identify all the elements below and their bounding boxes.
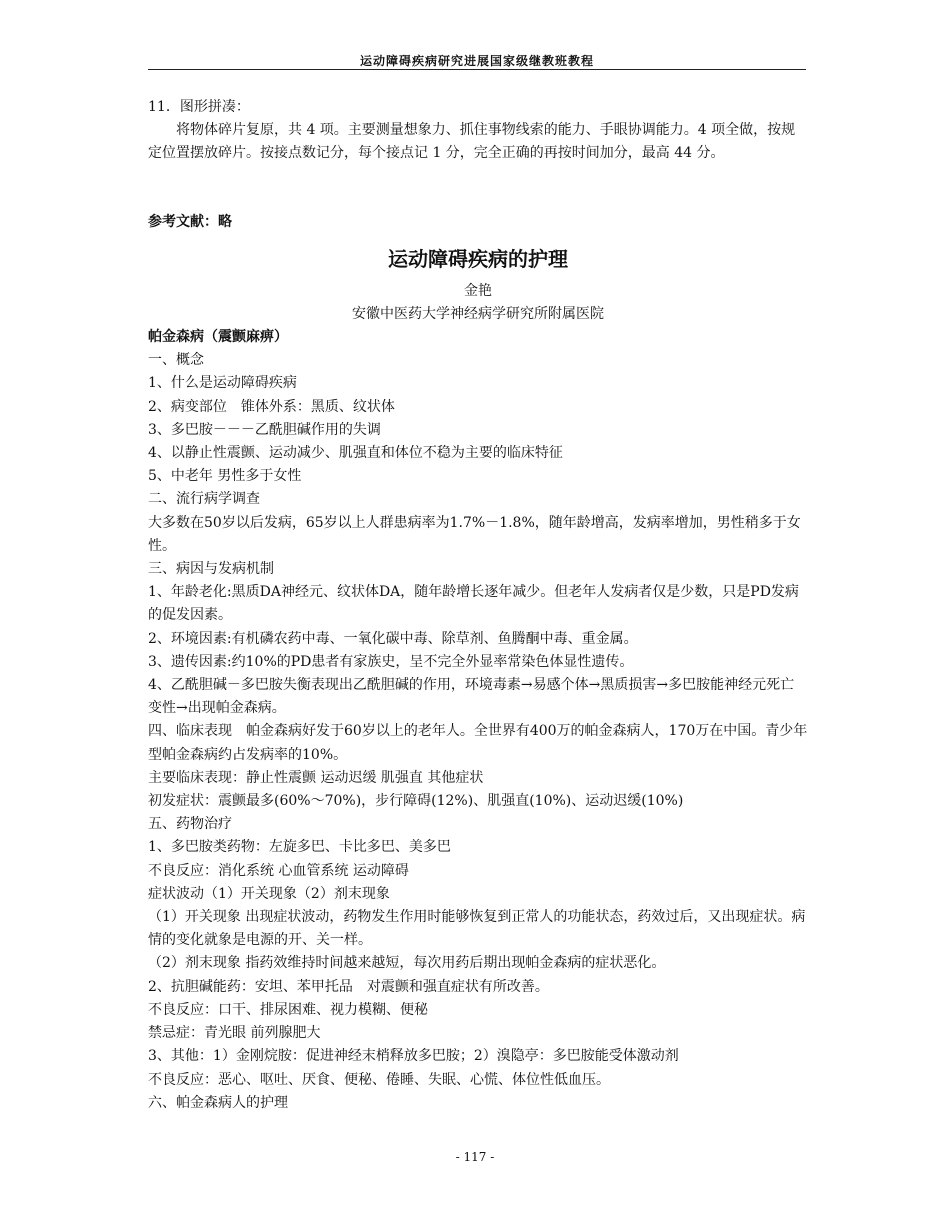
body-line: （2）剂末现象 指药效维持时间越来越短，每次用药后期出现帕金森病的症状恶化。: [148, 955, 666, 972]
body-line: 症状波动（1）开关现象（2）剂末现象: [148, 885, 390, 902]
body-line: 4、以静止性震颤、运动减少、肌强直和体位不稳为主要的临床特征: [148, 445, 563, 462]
body-line: 4、乙酰胆碱－多巴胺失衡表现出乙酰胆碱的作用，环境毒素→易感个体→黑质损害→多巴胺能神经元死亡变性→出现帕金森病。: [148, 677, 795, 717]
body-line: 3、其他：1）金刚烷胺：促进神经末梢释放多巴胺；2）溴隐亭：多巴胺能受体激动剂: [148, 1048, 679, 1065]
preceding-section: [148, 96, 808, 166]
body-line: 3、多巴胺－－－乙酰胆碱作用的失调: [148, 421, 381, 438]
body-line: 不良反应：消化系统 心血管系统 运动障碍: [148, 862, 409, 879]
item-11-body: 将物体碎片复原，共 4 项。主要测量想象力、抓住事物线索的能力、手眼协调能力。4 项全做，按规定位置摆放碎片。按接点数记分，每个接点记 1 分，完全正确的再按时间加分，最高 44 分。: [148, 122, 796, 162]
running-header: 运动障碍疾病研究进展国家级继教班教程: [359, 54, 594, 68]
body-line: 三、病因与发病机制: [148, 561, 274, 578]
author: 金艳: [464, 283, 492, 299]
body-line: 六、帕金森病人的护理: [148, 1094, 288, 1111]
body-line: 1、多巴胺类药物：左旋多巴、卡比多巴、美多巴: [148, 839, 451, 856]
body-line: 一、概念: [148, 352, 204, 369]
body-line: 禁忌症：青光眼 前列腺肥大: [148, 1025, 321, 1042]
body-line: 1、什么是运动障碍疾病: [148, 375, 297, 392]
body-line: 主要临床表现：静止性震颤 运动迟缓 肌强直 其他症状: [148, 769, 484, 786]
body-line: 1、年龄老化:黑质DA神经元、纹状体DA，随年龄增长逐年减少。但老年人发病者仅是少数，只是PD发病的促发因素。: [148, 584, 799, 624]
page-number: - 117 -: [455, 1150, 495, 1164]
body-line: 二、流行病学调查: [148, 491, 260, 508]
body-line: 3、遗传因素:约10%的PD患者有家族史，呈不完全外显率常染色体显性遗传。: [148, 653, 634, 670]
body-line: 初发症状：震颤最多(60%～70%)，步行障碍(12%)、肌强直(10%)、运动迟缓(10%): [148, 793, 684, 810]
body-line: 不良反应：恶心、呕吐、厌食、便秘、倦睡、失眠、心慌、体位性低血压。: [148, 1071, 610, 1088]
body-line: 2、环境因素:有机磷农药中毒、一氧化碳中毒、除草剂、鱼腾酮中毒、重金属。: [148, 630, 638, 647]
body-line: 2、病变部位 锥体外系：黑质、纹状体: [148, 398, 395, 415]
body-line: 2、抗胆碱能药：安坦、苯甲托品 对震颤和强直症状有所改善。: [148, 978, 549, 995]
section-heading: 帕金森病（震颤麻痹）: [148, 329, 288, 345]
references-line: 参考文献：略: [148, 214, 232, 230]
body-line: 不良反应：口干、排尿困难、视力模糊、便秘: [148, 1001, 428, 1018]
article-title: 运动障碍疾病的护理: [388, 247, 568, 271]
body-line: 5、中老年 男性多于女性: [148, 468, 302, 485]
item-11-heading: 11．图形拼凑：: [148, 99, 250, 115]
affiliation: 安徽中医药大学神经病学研究所附属医院: [352, 306, 604, 322]
article-body: [148, 326, 808, 1115]
body-line: （1）开关现象 出现症状波动，药物发生作用时能够恢复到正常人的功能状态，药效过后，又出现症状。病情的变化就象是电源的开、关一样。: [148, 909, 806, 949]
body-line: 五、药物治疗: [148, 816, 232, 833]
header-rule: [148, 69, 806, 70]
body-line: 大多数在50岁以后发病，65岁以上人群患病率为1.7%－1.8%，随年龄增高，发病率增加，男性稍多于女性。: [148, 514, 801, 554]
body-line: 四、临床表现 帕金森病好发于60岁以上的老年人。全世界有400万的帕金森病人，170万在中国。青少年型帕金森病约占发病率的10%。: [148, 723, 808, 763]
